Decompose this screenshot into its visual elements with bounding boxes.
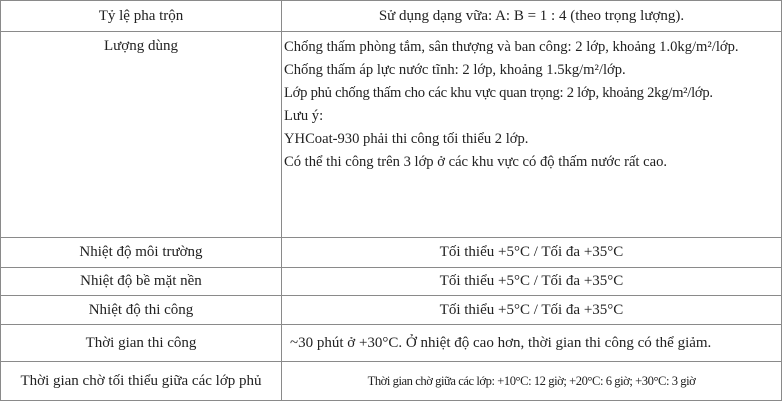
label-substrate-temp: Nhiệt độ bề mặt nền [1,268,282,296]
coverage-line-min-coats: YHCoat-930 phải thi công tối thiểu 2 lớp. [284,131,529,147]
value-pot-life: ~30 phút ở +30°C. Ở nhiệt độ cao hơn, thời gian thi công có thể giảm. [282,325,782,362]
row-mixing-ratio [1,1,782,32]
label-ambient-temp: Nhiệt độ môi trường [1,238,282,268]
label-application-temp: Nhiệt độ thi công [1,296,282,325]
value-application-temp: Tối thiểu +5°C / Tối đa +35°C [282,296,782,325]
value-recoat-time: Thời gian chờ giữa các lớp: +10°C: 12 giờ; +20°C: 6 giờ; +30°C: 3 giờ [282,362,782,401]
coverage-line-bathroom: Chống thấm phòng tắm, sân thượng và ban công: 2 lớp, khoảng 1.0kg/m²/lớp. [284,39,739,55]
label-recoat-time: Thời gian chờ tối thiểu giữa các lớp phủ [1,362,282,401]
row-application-temp [1,296,782,325]
row-recoat-time [1,362,782,401]
coverage-line-note: Lưu ý: [284,108,324,124]
value-mixing-ratio: Sử dụng dạng vữa: A: B = 1 : 4 (theo trọng lượng). [282,1,782,32]
coverage-line-extra-coats: Có thể thi công trên 3 lớp ở các khu vực có độ thấm nước rất cao. [284,154,668,170]
value-ambient-temp: Tối thiểu +5°C / Tối đa +35°C [282,238,782,268]
row-coverage [1,32,782,238]
coverage-line-critical: Lớp phủ chống thấm cho các khu vực quan trọng: 2 lớp, khoảng 2kg/m²/lớp. [284,85,713,101]
row-pot-life [1,325,782,362]
value-substrate-temp: Tối thiểu +5°C / Tối đa +35°C [282,268,782,296]
value-coverage [282,32,782,238]
label-pot-life: Thời gian thi công [1,325,282,362]
label-mixing-ratio: Tỷ lệ pha trộn [1,1,282,32]
label-coverage: Lượng dùng [1,32,282,238]
row-ambient-temp [1,238,782,268]
row-substrate-temp [1,268,782,296]
coverage-line-hydrostatic: Chống thấm áp lực nước tĩnh: 2 lớp, khoảng 1.5kg/m²/lớp. [284,62,626,78]
